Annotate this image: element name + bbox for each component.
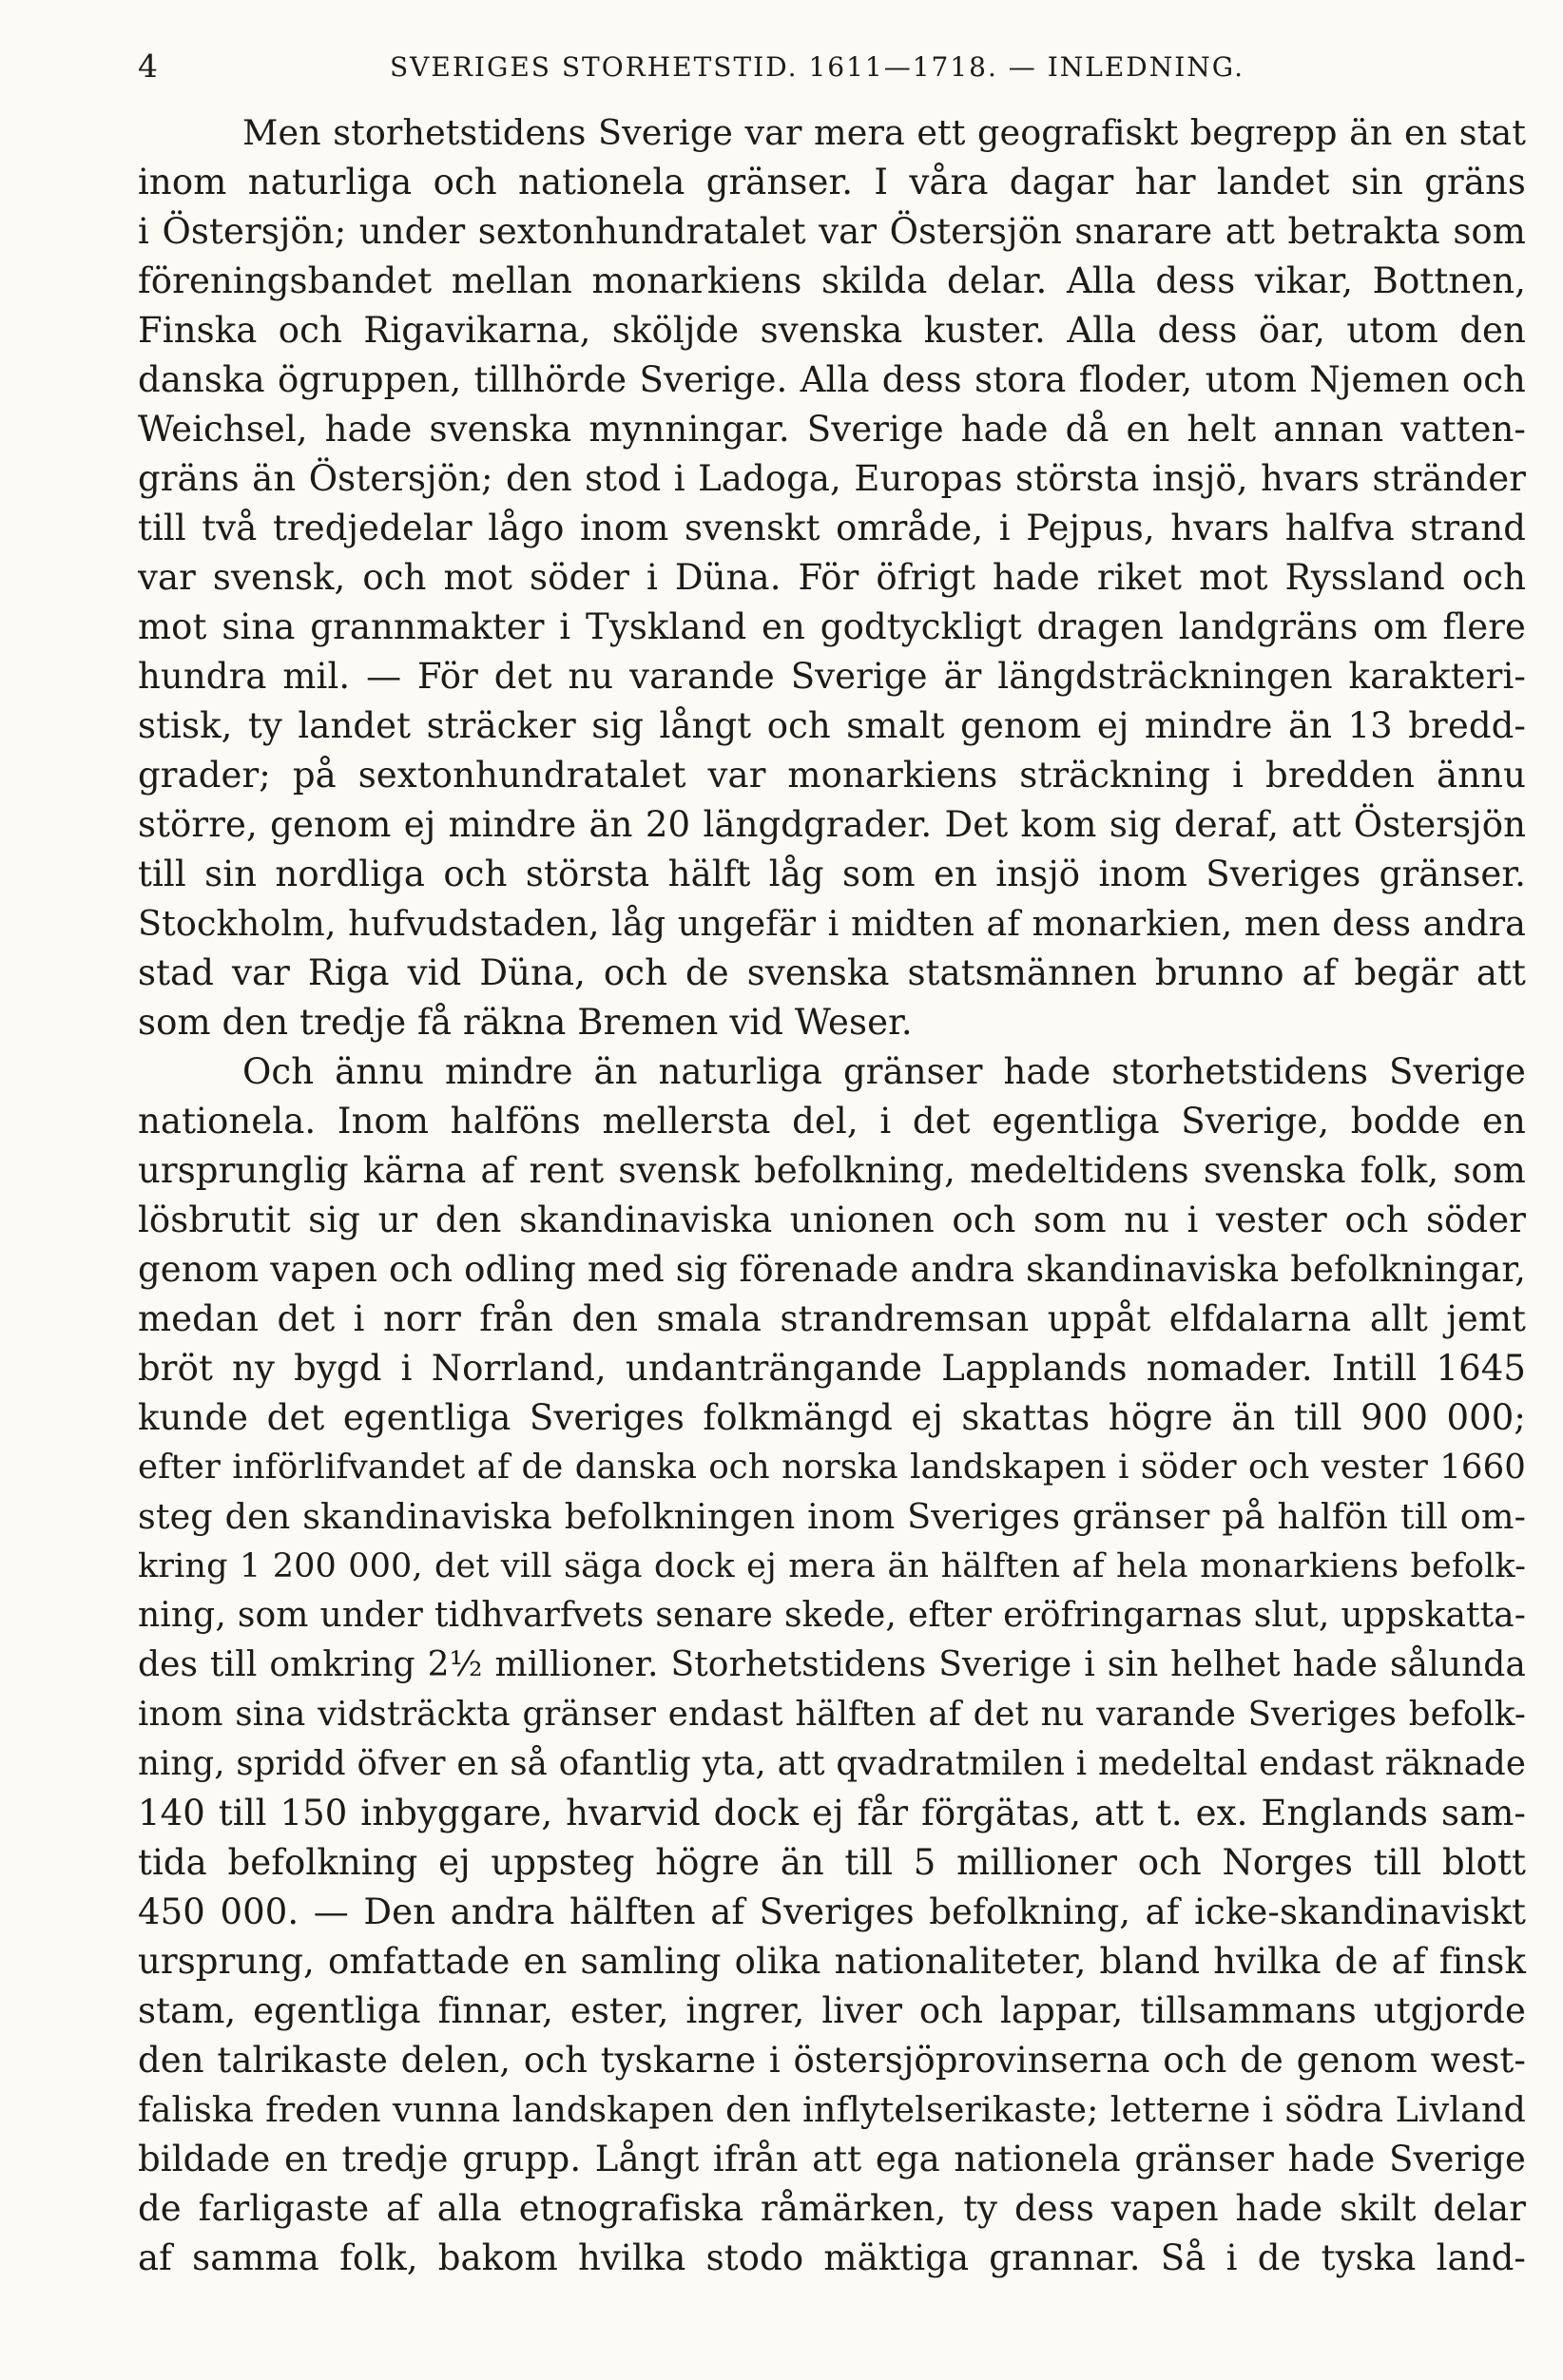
text-line: Weichsel, hade svenska mynningar. Sverige hade då en helt annan vatten- — [138, 409, 1526, 450]
text-line: nationela. Inom halföns mellersta del, i det egentliga Sverige, bodde en — [138, 1101, 1526, 1142]
text-line: gräns än Östersjön; den stod i Ladoga, Europas största insjö, hvars stränder — [138, 458, 1526, 499]
running-header — [138, 48, 1526, 86]
text-line: de farligaste af alla etnografiska råmärken, ty dess vapen hade skilt delar — [138, 2188, 1526, 2229]
text-line: i Östersjön; under sextonhundratalet var Östersjön snarare att betrakta som — [138, 211, 1526, 252]
text-line: kring 1 200 000, det vill säga dock ej mera än hälften af hela monarkiens befolk- — [138, 1547, 1526, 1585]
text-line: bröt ny bygd i Norrland, undanträngande Lapplands nomader. Intill 1645 — [138, 1348, 1526, 1389]
text-line: danska ögruppen, tillhörde Sverige. Alla dess stora floder, utom Njemen och — [138, 359, 1526, 400]
text-line: inom naturliga och nationela gränser. I våra dagar har landet sin gräns — [138, 162, 1526, 202]
text-line: hundra mil. — För det nu varande Sverige är längdsträckningen karakteri- — [138, 656, 1526, 697]
text-line: tida befolkning ej uppsteg högre än till 5 millioner och Norges till blott — [138, 1842, 1526, 1883]
text-line: större, genom ej mindre än 20 längdgrader. Det kom sig deraf, att Östersjön — [138, 804, 1526, 845]
text-line: stam, egentliga finnar, ester, ingrer, liver och lappar, tillsammans utgjorde — [138, 1990, 1526, 2031]
text-line: 140 till 150 inbyggare, hvarvid dock ej får förgätas, att t. ex. Englands sam- — [138, 1793, 1526, 1833]
text-line: ning, som under tidhvarfvets senare skede, efter eröfringarnas slut, uppskatta- — [138, 1596, 1526, 1635]
text-line: 450 000. — Den andra hälften af Sveriges befolkning, af icke-skandinaviskt — [138, 1891, 1526, 1932]
text-line: till sin nordliga och största hälft låg som en insjö inom Sveriges gränser. — [138, 854, 1526, 894]
text-line: den talrikaste delen, och tyskarne i östersjöprovinserna och de genom west- — [138, 2040, 1526, 2081]
text-line: ursprung, omfattade en samling olika nationaliteter, bland hvilka de af finsk — [138, 1941, 1526, 1982]
text-line: Finska och Rigavikarna, sköljde svenska kuster. Alla dess öar, utom den — [138, 310, 1526, 351]
text-line: medan det i norr från den smala strandremsan uppåt elfdalarna allt jemt — [138, 1298, 1526, 1339]
text-line: ursprunglig kärna af rent svensk befolkning, medeltidens svenska folk, som — [138, 1150, 1526, 1191]
text-line: kunde det egentliga Sveriges folkmängd ej skattas högre än till 900 000; — [138, 1397, 1526, 1438]
page-number: 4 — [138, 48, 160, 85]
text-line: inom sina vidsträckta gränser endast hälften af det nu varande Sveriges befolk- — [138, 1695, 1526, 1734]
text-line: Stockholm, hufvudstaden, låg ungefär i midten af monarkien, men dess andra — [138, 903, 1526, 944]
text-line: stad var Riga vid Düna, och de svenska statsmännen brunno af begär att — [138, 952, 1526, 993]
text-line: steg den skandinaviska befolkningen inom Sveriges gränser på halfön till om- — [138, 1496, 1526, 1537]
text-line: ning, spridd öfver en så ofantlig yta, att qvadratmilen i medeltal endast räknade — [138, 1744, 1526, 1783]
text-line: som den tredje få räkna Bremen vid Weser. — [138, 1002, 913, 1043]
text-line: bildade en tredje grupp. Långt ifrån att ega nationela gränser hade Sverige — [138, 2139, 1526, 2179]
text-line: efter införlifvandet af de danska och norska landskapen i söder och vester 1660 — [138, 1448, 1526, 1487]
text-line: mot sina grannmakter i Tyskland en godtyckligt dragen landgräns om flere — [138, 606, 1526, 647]
text-line: Och ännu mindre än naturliga gränser hade storhetstidens Sverige — [242, 1051, 1526, 1092]
text-line: lösbrutit sig ur den skandinaviska unionen och som nu i vester och söder — [138, 1200, 1526, 1240]
text-line: genom vapen och odling med sig förenade andra skandinaviska befolkningar, — [138, 1249, 1526, 1290]
text-line: af samma folk, bakom hvilka stodo mäktiga grannar. Så i de tyska land- — [138, 2237, 1526, 2278]
running-title: SVERIGES STORHETSTID. 1611—1718. — INLEDNING. — [390, 51, 1245, 83]
text-line: stisk, ty landet sträcker sig långt och smalt genom ej mindre än 13 bredd- — [138, 705, 1526, 746]
text-line: var svensk, och mot söder i Düna. För öfrigt hade riket mot Ryssland och — [138, 557, 1526, 598]
text-line: faliska freden vunna landskapen den inflytelserikaste; letterne i södra Livland — [138, 2089, 1526, 2130]
text-line: till två tredjedelar lågo inom svenskt område, i Pejpus, hvars halfva strand — [138, 508, 1526, 548]
text-line: grader; på sextonhundratalet var monarkiens sträckning i bredden ännu — [138, 755, 1526, 796]
text-line: föreningsbandet mellan monarkiens skilda delar. Alla dess vikar, Bottnen, — [138, 260, 1526, 301]
text-line: des till omkring 2½ millioner. Storhetstidens Sverige i sin helhet hade sålunda — [138, 1645, 1526, 1684]
text-line: Men storhetstidens Sverige var mera ett geografiskt begrepp än en stat — [242, 112, 1526, 153]
